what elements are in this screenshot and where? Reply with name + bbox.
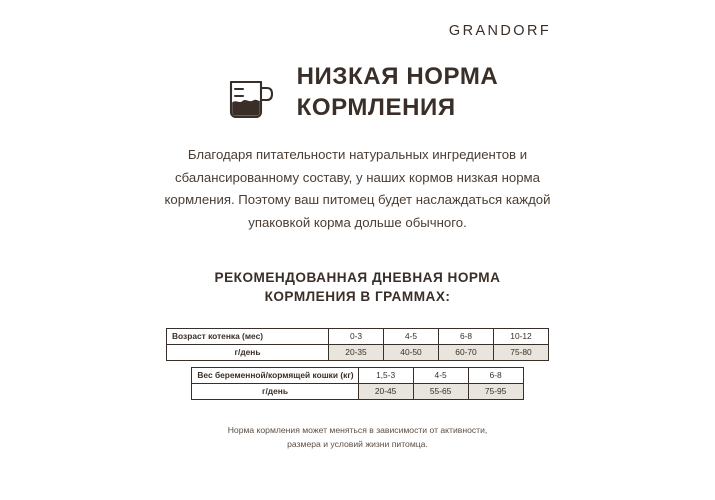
table-row <box>167 329 549 345</box>
headline-line-2: КОРМЛЕНИЯ <box>296 93 456 121</box>
row-label: Возраст котенка (мес) <box>167 329 329 345</box>
row-label: г/день <box>167 345 329 361</box>
table-cell: 6-8 <box>439 329 494 345</box>
table-cell: 6-8 <box>468 368 523 384</box>
table-cell: 1,5-3 <box>358 368 413 384</box>
table-cell: 60-70 <box>439 345 494 361</box>
pregnant-cat-feeding-table <box>191 367 523 400</box>
feeding-tables <box>0 328 715 400</box>
footnote-line-2: размера и условий жизни питомца. <box>287 438 428 449</box>
table-row <box>192 368 523 384</box>
brand-header <box>0 22 715 40</box>
table-cell: 75-80 <box>494 345 549 361</box>
brand-name: GRANDORF <box>448 23 552 39</box>
page-title <box>297 62 499 123</box>
headline-line-1: НИЗКАЯ НОРМА <box>296 63 499 90</box>
row-label: Вес беременной/кормящей кошки (кг) <box>192 368 358 384</box>
table-cell: 0-3 <box>329 329 384 345</box>
headline-block <box>0 62 715 130</box>
table-cell: 55-65 <box>413 384 468 400</box>
footnote <box>0 424 715 452</box>
table-cell: 20-45 <box>358 384 413 400</box>
table-title-line-2: КОРМЛЕНИЯ В ГРАММАХ: <box>264 289 451 305</box>
table-row <box>167 345 549 361</box>
footnote-line-1: Норма кормления может меняться в зависимости от активности, <box>227 425 488 435</box>
measuring-cup-icon <box>217 68 279 130</box>
row-label: г/день <box>192 384 358 400</box>
table-cell: 75-95 <box>468 384 523 400</box>
table-cell: 4-5 <box>384 329 439 345</box>
table-row <box>192 384 523 400</box>
kitten-feeding-table <box>166 328 549 361</box>
intro-paragraph: Благодаря питательности натуральных ингредиентов и сбалансированному составу, у наших кормов низкая норма кормления. Поэтому ваш питомец будет наслаждаться каждой упаковкой корма дольше обычного. <box>164 147 551 231</box>
table-title-line-1: РЕКОМЕНДОВАННАЯ ДНЕВНАЯ НОРМА <box>214 270 501 285</box>
table-cell: 40-50 <box>384 345 439 361</box>
table-cell: 20-35 <box>329 345 384 361</box>
table-title <box>0 268 715 307</box>
table-cell: 10-12 <box>494 329 549 345</box>
table-cell: 4-5 <box>413 368 468 384</box>
